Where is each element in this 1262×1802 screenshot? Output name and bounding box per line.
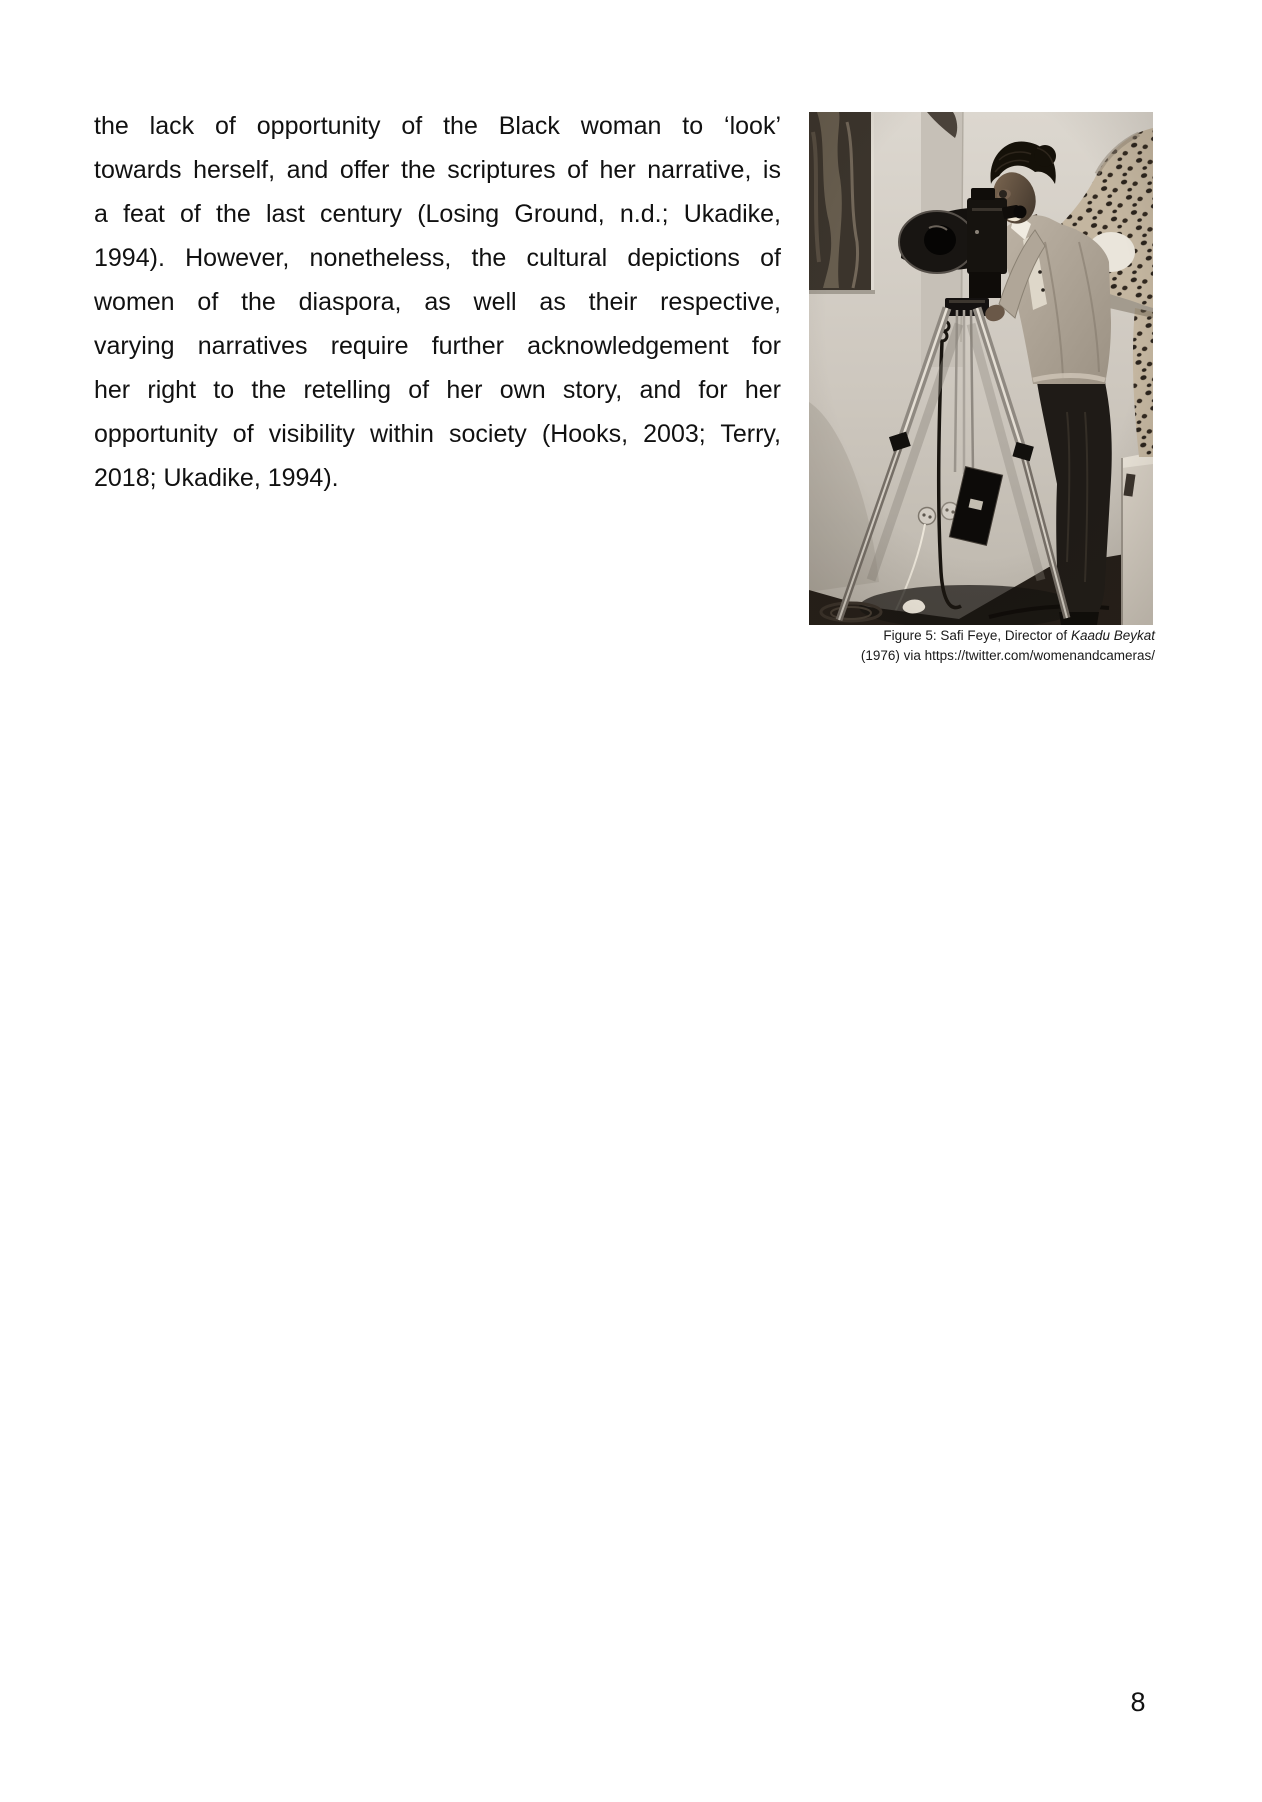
- body-text-line: opportunity of visibility within society (Hooks, 2003; Terry,: [94, 420, 781, 448]
- figure-caption-line2: (1976) via https://twitter.com/womenandcameras/: [860, 647, 1155, 663]
- body-text-line: 1994). However, nonetheless, the cultural depictions of: [94, 244, 781, 272]
- figure-caption-film-title: Kaadu Beykat: [1070, 628, 1155, 643]
- figure-caption-text: Figure 5: Safi Feye, Director of: [883, 628, 1071, 643]
- body-text-line: 2018; Ukadike, 1994).: [94, 464, 339, 492]
- body-text-line: women of the diaspora, as well as their respective,: [94, 288, 781, 316]
- body-text-line: towards herself, and offer the scriptures of her narrative, is: [94, 156, 781, 184]
- figure-caption: [809, 626, 1155, 665]
- body-text-line: varying narratives require further acknowledgement for: [94, 332, 781, 360]
- body-text-line: the lack of opportunity of the Black woman to ‘look’: [94, 112, 781, 140]
- photo-vignette: [809, 112, 1153, 625]
- figure-caption-line1: [809, 626, 1155, 646]
- figure-photo: [809, 112, 1153, 625]
- page-number: 8: [1130, 1687, 1146, 1717]
- body-text-line: her right to the retelling of her own story, and for her: [94, 376, 781, 404]
- photo-safi-feye: [809, 112, 1153, 625]
- body-text-line: a feat of the last century (Losing Ground, n.d.; Ukadike,: [94, 200, 781, 228]
- body-paragraph: [94, 104, 781, 500]
